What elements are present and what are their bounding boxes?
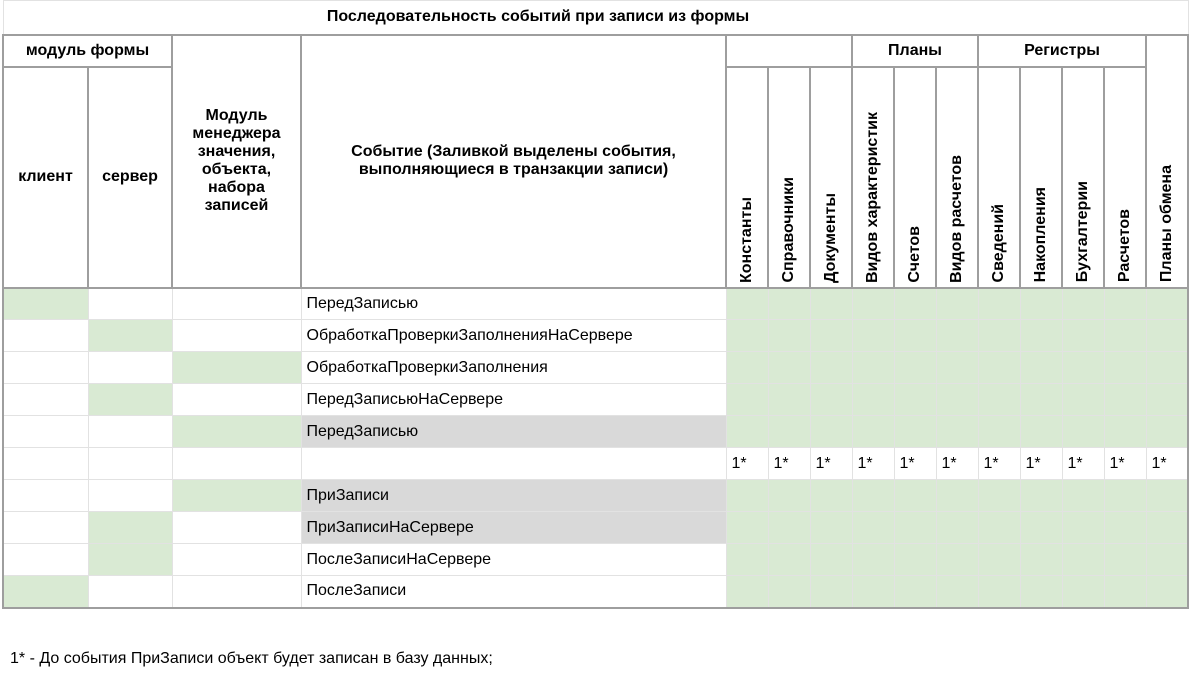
client-cell[interactable]	[3, 544, 88, 576]
type-cell[interactable]: 1*	[726, 448, 768, 480]
client-header: клиент	[3, 67, 88, 288]
type-cell[interactable]	[726, 352, 768, 384]
type-cell[interactable]	[810, 384, 852, 416]
type-cell[interactable]	[1020, 352, 1062, 384]
table-row	[3, 576, 1188, 608]
type-cell[interactable]	[852, 288, 894, 320]
type-cell[interactable]	[852, 320, 894, 352]
type-cell[interactable]	[810, 352, 852, 384]
type-cell[interactable]	[1062, 352, 1104, 384]
type-cell[interactable]	[1104, 416, 1146, 448]
table-row	[3, 416, 1188, 448]
type-cell[interactable]: 1*	[1104, 448, 1146, 480]
footnote: 1* - До события ПриЗаписи объект будет записан в базу данных;	[10, 650, 493, 667]
type-cell[interactable]	[936, 480, 978, 512]
type-cell[interactable]	[726, 288, 768, 320]
type-cell[interactable]	[1104, 544, 1146, 576]
type-cell[interactable]	[1146, 288, 1188, 320]
server-cell[interactable]	[88, 352, 172, 384]
event-cell[interactable]: ПослеЗаписи	[301, 576, 726, 608]
type-cell[interactable]	[852, 576, 894, 608]
table-title: Последовательность событий при записи из формы	[3, 1, 1188, 35]
type-cell[interactable]	[1020, 480, 1062, 512]
event-cell[interactable]: ПередЗаписью	[301, 288, 726, 320]
type-cell[interactable]	[810, 416, 852, 448]
type-cell[interactable]	[768, 480, 810, 512]
registers-group-header: Регистры	[978, 35, 1146, 67]
type-cell[interactable]	[810, 544, 852, 576]
server-cell[interactable]	[88, 384, 172, 416]
type-header: Константы	[738, 196, 755, 283]
type-cell[interactable]	[1062, 576, 1104, 608]
event-cell[interactable]: ПередЗаписью	[301, 416, 726, 448]
type-cell[interactable]	[1146, 576, 1188, 608]
type-header: Видов расчетов	[948, 154, 965, 283]
client-cell[interactable]	[3, 288, 88, 320]
type-cell[interactable]	[852, 480, 894, 512]
type-cell[interactable]	[978, 512, 1020, 544]
type-cell[interactable]	[810, 576, 852, 608]
type-cell[interactable]	[852, 416, 894, 448]
type-cell[interactable]	[894, 384, 936, 416]
type-cell[interactable]	[978, 480, 1020, 512]
type-header: Бухгалтерии	[1074, 181, 1091, 283]
manager-cell[interactable]	[172, 416, 301, 448]
manager-cell[interactable]	[172, 320, 301, 352]
type-cell[interactable]	[978, 320, 1020, 352]
client-cell[interactable]	[3, 352, 88, 384]
type-cell[interactable]	[810, 288, 852, 320]
type-cell[interactable]	[768, 576, 810, 608]
type-cell[interactable]	[936, 320, 978, 352]
type-cell[interactable]	[978, 576, 1020, 608]
type-cell[interactable]	[936, 512, 978, 544]
server-cell[interactable]	[88, 448, 172, 480]
table-row	[3, 288, 1188, 320]
event-cell[interactable]: ПриЗаписи	[301, 480, 726, 512]
manager-cell[interactable]	[172, 288, 301, 320]
type-cell[interactable]	[1020, 384, 1062, 416]
type-cell[interactable]	[1146, 480, 1188, 512]
type-cell[interactable]	[1020, 512, 1062, 544]
type-cell[interactable]	[1146, 384, 1188, 416]
client-cell[interactable]	[3, 448, 88, 480]
type-cell[interactable]: 1*	[936, 448, 978, 480]
type-cell[interactable]	[1020, 288, 1062, 320]
table-row	[3, 480, 1188, 512]
type-cell[interactable]	[894, 576, 936, 608]
type-cell[interactable]	[852, 512, 894, 544]
form-module-header: модуль формы	[3, 35, 172, 67]
type-cell[interactable]	[1062, 512, 1104, 544]
type-cell[interactable]: 1*	[768, 448, 810, 480]
type-cell[interactable]	[894, 544, 936, 576]
type-cell[interactable]	[894, 512, 936, 544]
type-header: Планы обмена	[1158, 165, 1175, 283]
server-cell[interactable]	[88, 288, 172, 320]
type-cell[interactable]	[768, 512, 810, 544]
client-cell[interactable]	[3, 512, 88, 544]
manager-cell[interactable]	[172, 544, 301, 576]
event-cell[interactable]: ПриЗаписиНаСервере	[301, 512, 726, 544]
type-header: Справочники	[780, 176, 797, 283]
type-cell[interactable]	[978, 352, 1020, 384]
server-cell[interactable]	[88, 416, 172, 448]
event-header: Событие (Заливкой выделены события, выполняющиеся в транзакции записи)	[301, 35, 726, 288]
table-row	[3, 544, 1188, 576]
manager-cell[interactable]	[172, 352, 301, 384]
type-cell[interactable]	[1104, 352, 1146, 384]
manager-cell[interactable]	[172, 448, 301, 480]
type-cell[interactable]	[852, 384, 894, 416]
type-header: Расчетов	[1116, 209, 1133, 283]
server-cell[interactable]	[88, 320, 172, 352]
table-row	[3, 512, 1188, 544]
type-cell[interactable]	[768, 320, 810, 352]
type-cell[interactable]	[936, 288, 978, 320]
type-cell[interactable]	[894, 352, 936, 384]
type-cell[interactable]: 1*	[894, 448, 936, 480]
client-cell[interactable]	[3, 320, 88, 352]
type-cell[interactable]	[726, 544, 768, 576]
type-header: Счетов	[906, 225, 923, 283]
type-cell[interactable]	[852, 352, 894, 384]
client-cell[interactable]	[3, 416, 88, 448]
type-cell[interactable]	[1020, 416, 1062, 448]
manager-cell[interactable]	[172, 384, 301, 416]
client-cell[interactable]	[3, 384, 88, 416]
manager-cell[interactable]	[172, 480, 301, 512]
server-cell[interactable]	[88, 576, 172, 608]
type-cell[interactable]	[1104, 480, 1146, 512]
type-cell[interactable]	[1146, 352, 1188, 384]
type-cell[interactable]	[936, 544, 978, 576]
type-cell[interactable]	[1104, 320, 1146, 352]
type-cell[interactable]	[768, 288, 810, 320]
type-cell[interactable]	[1062, 384, 1104, 416]
manager-module-header: Модуль менеджера значения, объекта, набора записей	[172, 35, 301, 288]
type-cell[interactable]	[768, 544, 810, 576]
table-row	[3, 352, 1188, 384]
type-cell[interactable]	[1104, 576, 1146, 608]
type-cell[interactable]: 1*	[1020, 448, 1062, 480]
type-cell[interactable]	[1146, 320, 1188, 352]
type-cell[interactable]	[1146, 416, 1188, 448]
type-cell[interactable]: 1*	[1062, 448, 1104, 480]
event-cell[interactable]: ОбработкаПроверкиЗаполнения	[301, 352, 726, 384]
type-cell[interactable]	[1062, 416, 1104, 448]
table-row	[3, 384, 1188, 416]
event-cell[interactable]	[301, 448, 726, 480]
type-cell[interactable]	[936, 416, 978, 448]
type-cell[interactable]	[810, 512, 852, 544]
type-cell[interactable]	[852, 544, 894, 576]
type-cell[interactable]	[894, 288, 936, 320]
type-cell[interactable]	[726, 576, 768, 608]
type-cell[interactable]	[810, 480, 852, 512]
type-cell[interactable]	[936, 576, 978, 608]
type-cell[interactable]	[726, 384, 768, 416]
type-cell[interactable]: 1*	[810, 448, 852, 480]
client-cell[interactable]	[3, 480, 88, 512]
type-cell[interactable]	[978, 288, 1020, 320]
type-header: Сведений	[990, 204, 1007, 283]
event-cell[interactable]: ПередЗаписьюНаСервере	[301, 384, 726, 416]
type-cell[interactable]	[936, 352, 978, 384]
client-cell[interactable]	[3, 576, 88, 608]
type-cell[interactable]	[726, 480, 768, 512]
type-cell[interactable]	[936, 384, 978, 416]
type-cell[interactable]: 1*	[1146, 448, 1188, 480]
type-cell[interactable]	[1062, 288, 1104, 320]
manager-cell[interactable]	[172, 576, 301, 608]
server-cell[interactable]	[88, 512, 172, 544]
type-cell[interactable]: 1*	[852, 448, 894, 480]
type-cell[interactable]	[978, 384, 1020, 416]
event-cell[interactable]: ПослеЗаписиНаСервере	[301, 544, 726, 576]
type-cell[interactable]	[1146, 512, 1188, 544]
type-cell[interactable]	[726, 320, 768, 352]
manager-cell[interactable]	[172, 512, 301, 544]
type-cell[interactable]	[726, 512, 768, 544]
type-header: Накопления	[1032, 187, 1049, 283]
type-cell[interactable]	[1104, 512, 1146, 544]
server-cell[interactable]	[88, 480, 172, 512]
type-cell[interactable]	[810, 320, 852, 352]
type-header: Документы	[822, 192, 839, 283]
server-cell[interactable]	[88, 544, 172, 576]
server-header: сервер	[88, 67, 172, 288]
table-row	[3, 448, 1188, 480]
type-cell[interactable]	[768, 416, 810, 448]
type-cell[interactable]	[768, 384, 810, 416]
type-cell[interactable]	[1104, 384, 1146, 416]
type-cell[interactable]	[1020, 544, 1062, 576]
type-cell[interactable]	[1062, 320, 1104, 352]
type-header: Видов характеристик	[864, 111, 881, 283]
type-cell[interactable]	[1020, 320, 1062, 352]
type-cell[interactable]	[768, 352, 810, 384]
events-table	[2, 0, 1189, 609]
type-cell[interactable]	[1020, 576, 1062, 608]
type-cell[interactable]	[1062, 544, 1104, 576]
type-cell[interactable]	[894, 480, 936, 512]
type-cell[interactable]	[978, 544, 1020, 576]
table-row	[3, 320, 1188, 352]
type-cell[interactable]	[894, 320, 936, 352]
group-header-empty	[726, 35, 852, 67]
type-cell[interactable]	[894, 416, 936, 448]
type-cell[interactable]	[978, 416, 1020, 448]
type-cell[interactable]	[1062, 480, 1104, 512]
plans-group-header: Планы	[852, 35, 978, 67]
type-cell[interactable]	[726, 416, 768, 448]
type-cell[interactable]: 1*	[978, 448, 1020, 480]
type-cell[interactable]	[1146, 544, 1188, 576]
type-cell[interactable]	[1104, 288, 1146, 320]
event-cell[interactable]: ОбработкаПроверкиЗаполненияНаСервере	[301, 320, 726, 352]
